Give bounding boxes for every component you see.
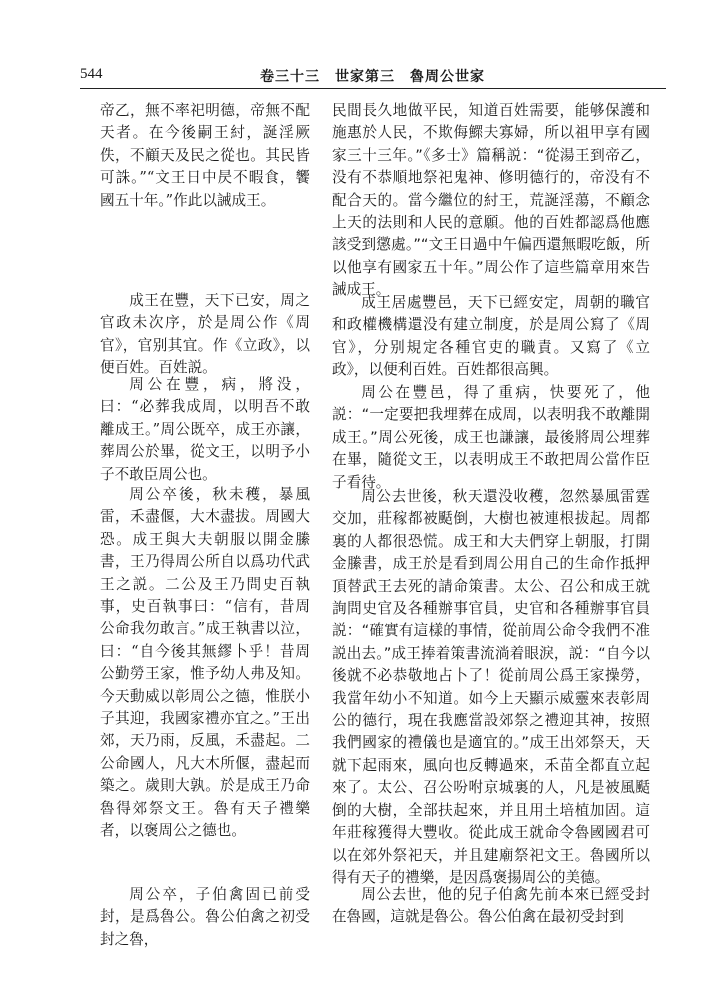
classical-paragraph: 周公卒後，秋未穫，暴風雷，禾盡偃，大木盡拔。周國大恐。成王與大夫朝服以開金縢書，王乃得周公所自以爲功代武王之説。二公及王乃問史百執事，史百執事曰：“信有，昔周公命我勿敢言。”成王執書以泣，曰：“自今後其無繆卜乎！昔周公勤勞王家，惟予幼人弗及知。今天動威以彰周公之德，惟朕小子其迎，我國家禮亦宜之。”王出郊，天乃雨，反風，禾盡起。二公命國人，凡大木所偃，盡起而築之。歲則大孰。於是成王乃命魯得郊祭文王。魯有天子禮樂者，以褒周公之德也。	[100, 486, 310, 840]
translation-paragraph: 周公去世，他的兒子伯禽先前本來已經受封在魯國，這就是魯公。魯公伯禽在最初受封到	[332, 886, 650, 926]
translation-paragraph: 周公在豐邑，得了重病，快要死了，他説：“一定要把我埋葬在成周，以表明我不敢離開成王。”周公死後，成王也謙讓，最後將周公埋葬在畢，隨從文王，以表明成王不敢把周公當作臣子看待。	[332, 384, 650, 491]
page-header	[80, 62, 666, 90]
translation-paragraph: 成王居處豐邑，天下已經安定，周朝的職官和政權機構還没有建立制度，於是周公寫了《周官》，分别規定各種官吏的職責。又寫了《立政》，以便利百姓。百姓都很高興。	[332, 294, 650, 379]
page-number: 544	[80, 66, 103, 82]
classical-paragraph: 成王在豐，天下已安，周之官政未次序，於是周公作《周官》，官别其宜。作《立政》，以便百姓。百姓説。	[100, 292, 310, 377]
classical-paragraph: 周公卒，子伯禽固已前受封，是爲魯公。魯公伯禽之初受封之魯，	[100, 886, 310, 948]
running-title: 卷三十三 世家第三 魯周公世家	[260, 69, 485, 85]
translation-paragraph: 周公去世後，秋天還没收穫，忽然暴風雷霆交加，莊稼都被颳倒，大樹也被連根拔起。周都裏的人都很恐慌。成王和大夫們穿上朝服，打開金縢書，成王於是看到周公用自己的生命作抵押頂替武王去死的請命策書。太公、召公和成王就詢問史官及各種辦事官員，史官和各種辦事官員説：“確實有這樣的事情，從前周公命令我們不准説出去。”成王捧着策書流淌着眼淚，説：“自今以後就不必恭敬地占卜了！從前周公爲王家操勞，我當年幼小不知道。如今上天顯示威靈來表彰周公的德行，現在我應當設郊祭之禮迎其神，按照我們國家的禮儀也是適宜的。”成王出郊祭天，天就下起雨來，風向也反轉過來，禾苗全都直立起來了。太公、召公吩咐京城裏的人，凡是被風颳倒的大樹，全部扶起來，并且用土培植加固。這年莊稼獲得大豐收。從此成王就命令魯國國君可以在郊外祭祀天，并且建廟祭祀文王。魯國所以得有天子的禮樂，是因爲褒揚周公的美德。	[332, 488, 650, 886]
classical-paragraph: 周公在豐，病，將没，曰：“必葬我成周，以明吾不敢離成王。”周公既卒，成王亦讓，葬周公於畢，從文王，以明予小子不敢臣周公也。	[100, 376, 310, 483]
translation-paragraph: 民間長久地做平民，知道百姓需要，能够保護和施惠於人民，不欺侮鰥夫寡婦，所以祖甲享有國家三十三年。”《多士》篇稱説：“從湯王到帝乙，没有不恭順地祭祀鬼神、修明德行的，帝没有不配合天的。當今繼位的紂王，荒誕淫蕩，不顧念上天的法則和人民的意願。他的百姓都認爲他應該受到懲處。”“文王日過中午偏西還無暇吃飯，所以他享有國家五十年。”周公作了這些篇章用來告誡成王。	[332, 102, 650, 299]
header-rule	[80, 88, 666, 89]
classical-paragraph: 帝乙，無不率祀明德，帝無不配天者。在今後嗣王紂，誕淫厥佚，不顧天及民之從也。其民皆可誅。”“文王日中昃不暇食，饗國五十年。”作此以誡成王。	[100, 102, 310, 209]
